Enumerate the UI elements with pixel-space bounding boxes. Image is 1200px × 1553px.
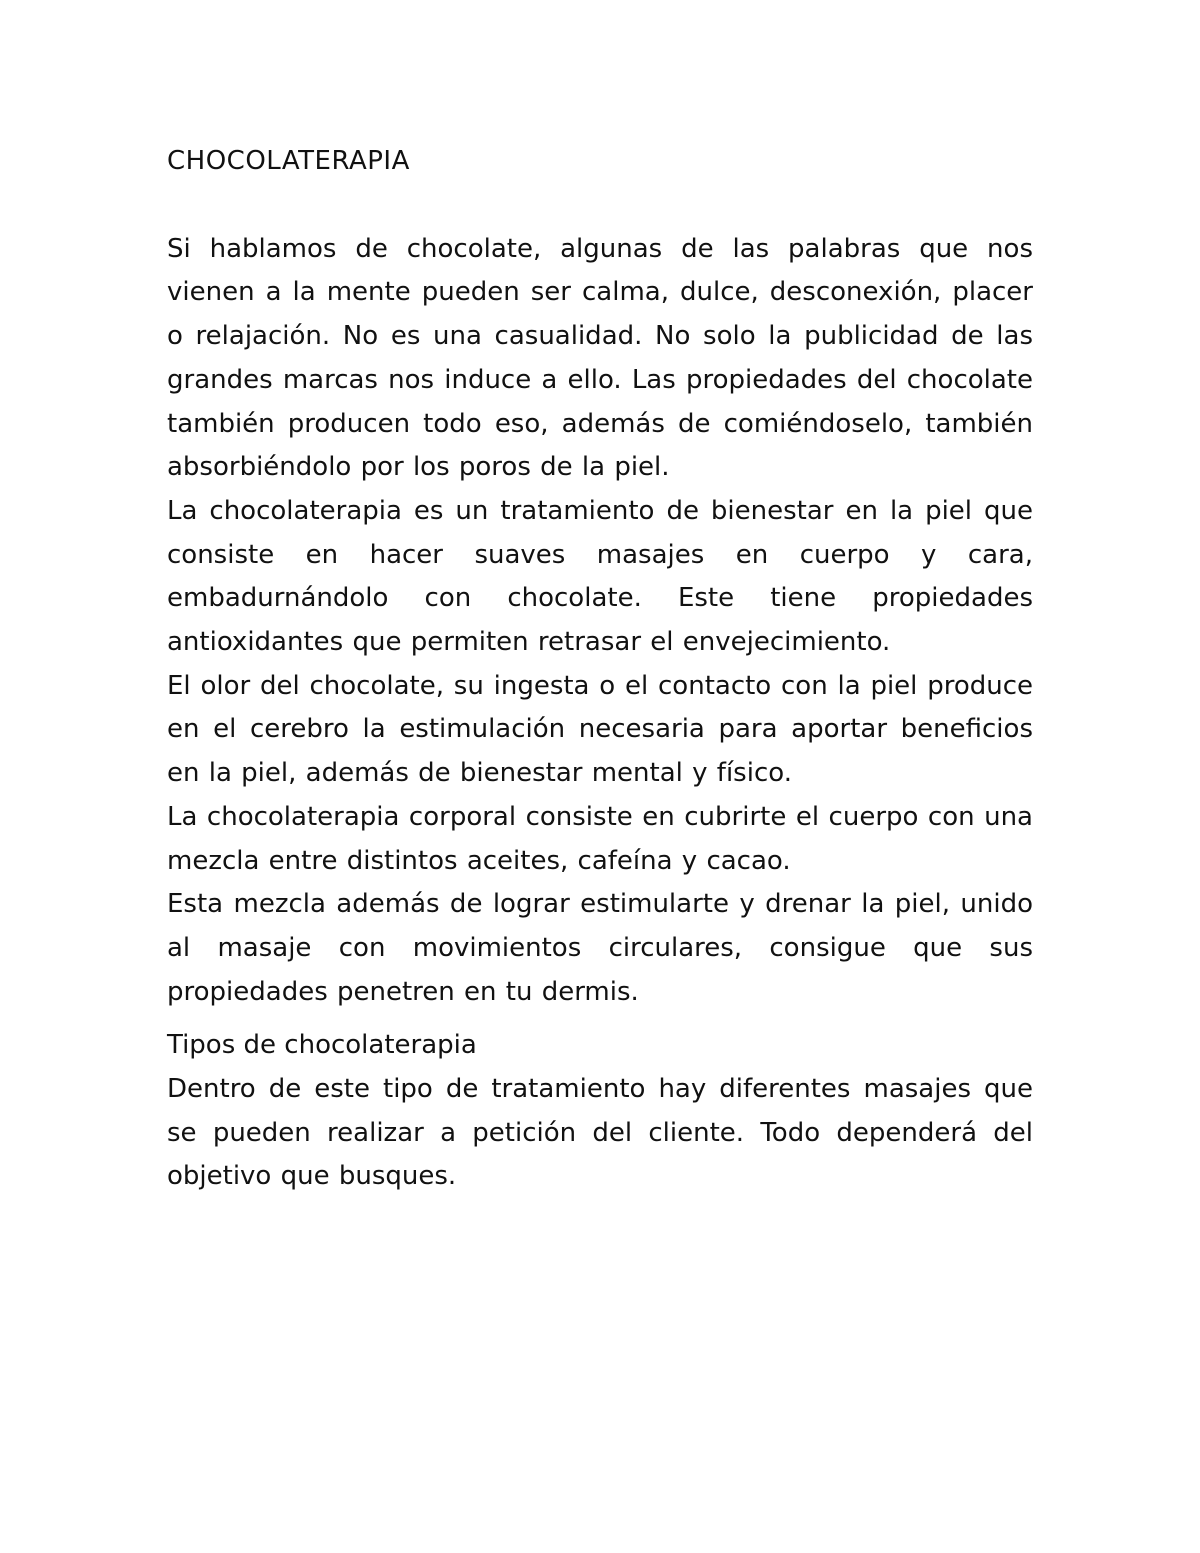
paragraph-mixture: Esta mezcla además de lograr estimularte y drenar la piel, unido al masaje con movimientos circulares, consigue que sus propiedades penetren en tu dermis. [167, 889, 1033, 1007]
paragraph-closing: Dentro de este tipo de tratamiento hay diferentes masajes que se pueden realizar a petición del cliente. Todo dependerá del objetivo que busques. [167, 1074, 1033, 1192]
paragraph-smell: El olor del chocolate, su ingesta o el contacto con la piel produce en el cerebro la estimulación necesaria para aportar beneficios en la piel, además de bienestar mental y físico. [167, 670, 1033, 789]
paragraph-definition: La chocolaterapia es un tratamiento de bienestar en la piel que consiste en hacer suaves masajes en cuerpo y cara, embadurnándolo con chocolate. Este tiene propiedades antioxidantes que permiten retrasar el envejecimiento. [167, 495, 1033, 658]
section-subheading: Tipos de chocolaterapia [167, 1030, 477, 1061]
paragraph-intro: Si hablamos de chocolate, algunas de las palabras que nos vienen a la mente pueden ser calma, dulce, desconexión, placer o relajación. No es una casualidad. No solo la publicidad de las grandes marcas nos induce a ello. Las propiedades del chocolate también producen todo eso, además de comiéndoselo, también absorbiéndolo por los poros de la piel. [167, 233, 1033, 483]
document-title: CHOCOLATERAPIA [167, 146, 410, 176]
document-page [167, 140, 1033, 1199]
paragraph-body-treatment: La chocolaterapia corporal consiste en cubrirte el cuerpo con una mezcla entre distintos aceites, cafeína y cacao. [167, 801, 1033, 876]
